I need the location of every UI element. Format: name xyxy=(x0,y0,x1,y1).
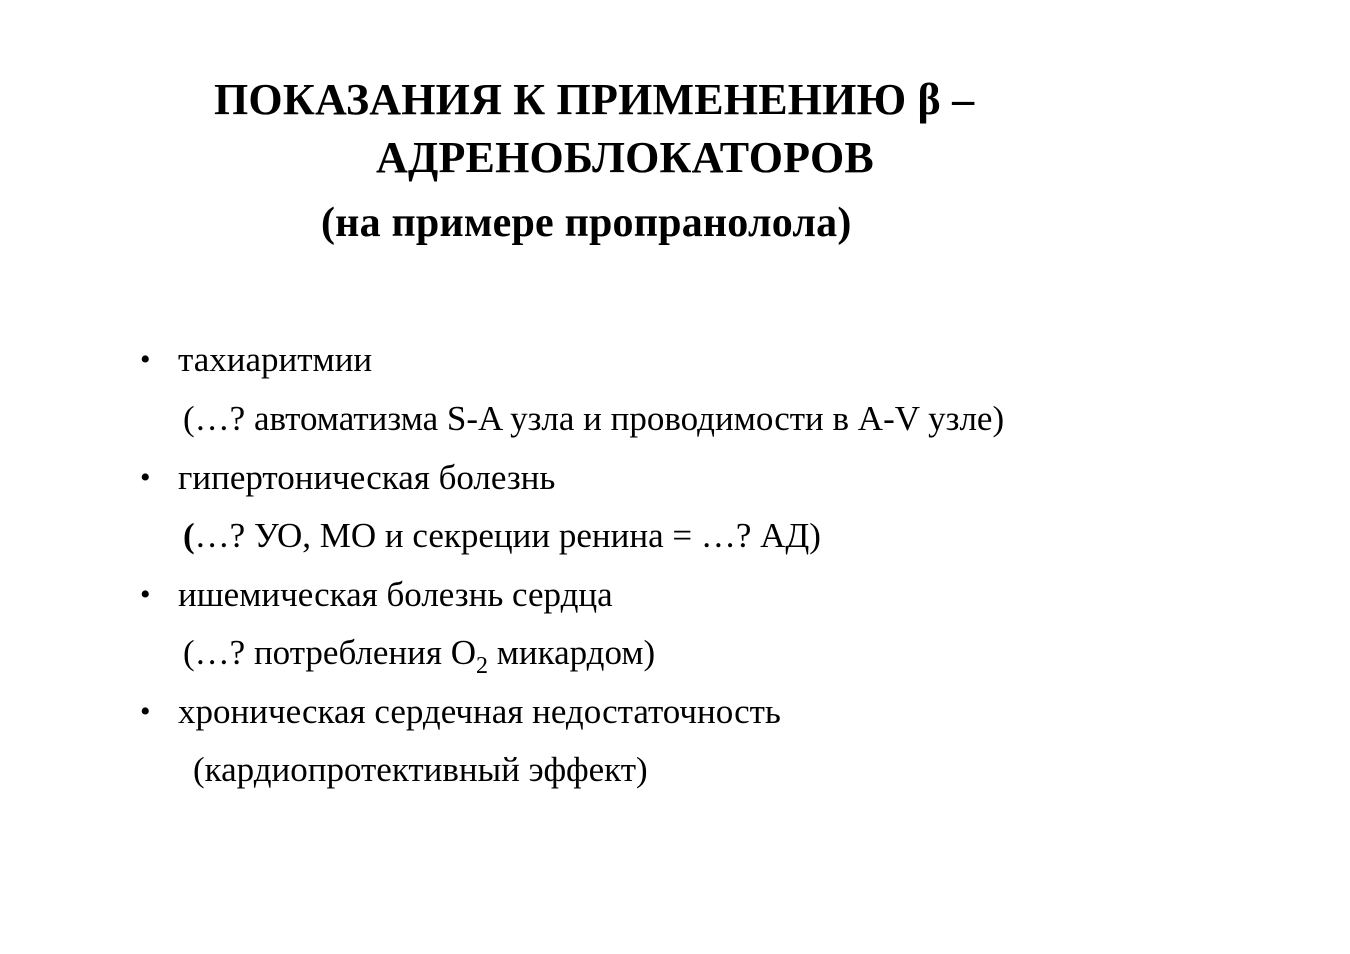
item-note: (кардиопротективный эффект) xyxy=(193,750,648,789)
item-label: хроническая сердечная недостаточность xyxy=(178,692,781,731)
title-line-2: АДРЕНОБЛОКАТОРОВ xyxy=(376,133,874,182)
item-label: ишемическая болезнь сердца xyxy=(178,575,613,614)
item-note: (…? автоматизма S-A узла и проводимости в A-V узле) xyxy=(183,399,1005,438)
list-item xyxy=(140,694,781,729)
note-subscript: 2 xyxy=(476,653,488,679)
bullet-icon: • xyxy=(140,461,151,494)
note-text: …? УО, МО и секреции ренина = …? АД) xyxy=(194,516,821,555)
bullet-icon: • xyxy=(140,578,151,611)
title-line-1: ПОКАЗАНИЯ К ПРИМЕНЕНИЮ β – xyxy=(214,75,975,124)
subtitle: (на примере пропранолола) xyxy=(321,200,852,246)
bullet-icon: • xyxy=(140,343,151,376)
list-item xyxy=(140,460,555,495)
item-label: гипертоническая болезнь xyxy=(178,458,556,497)
item-note xyxy=(183,518,821,553)
item-note xyxy=(183,633,656,679)
item-label: тахиаритмии xyxy=(178,340,373,379)
list-item xyxy=(140,342,372,377)
note-open-paren: ( xyxy=(183,516,195,555)
note-text: (…? потребления O xyxy=(183,633,476,672)
list-item xyxy=(140,577,613,612)
note-text: микардом) xyxy=(488,633,656,672)
bullet-icon: • xyxy=(140,695,151,728)
